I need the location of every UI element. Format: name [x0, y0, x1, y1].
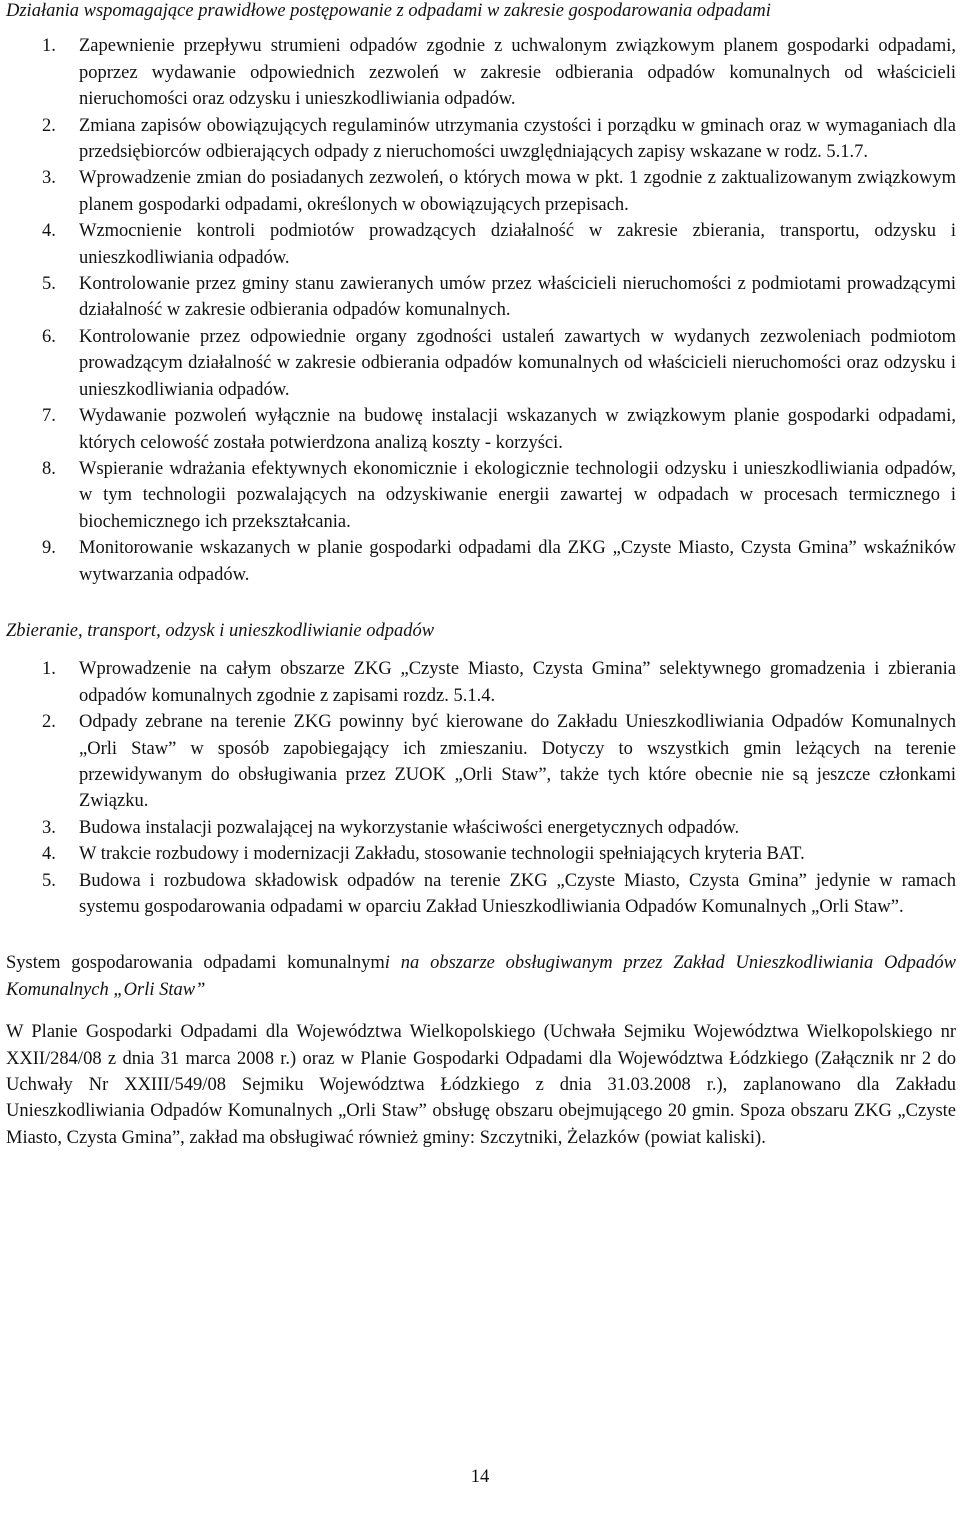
list-item	[6, 456, 956, 535]
list-item	[6, 841, 956, 867]
item-text: Wprowadzenie zmian do posiadanych zezwoleń, o których mowa w pkt. 1 zgodnie z zaktualizowanym związkowym planem gospodarki odpadami, określonych w obowiązujących przepisach.	[79, 168, 956, 215]
item-number: 3.	[42, 817, 56, 838]
item-number: 2.	[42, 712, 56, 733]
list-item	[6, 656, 956, 709]
list-item	[6, 165, 956, 218]
section-heading-system	[6, 950, 956, 1003]
item-text: Budowa i rozbudowa składowisk odpadów na terenie ZKG „Czyste Miasto, Czysta Gmina” jedynie w ramach systemu gospodarowania odpadami w oparciu Zakład Unieszkodliwiania Odpadów Komunalnych „Orli Staw”.	[79, 870, 956, 917]
item-text: Kontrolowanie przez gminy stanu zawieranych umów przez właścicieli nieruchomości z podmiotami prowadzącymi działalność w zakresie odbierania odpadów komunalnych.	[79, 274, 956, 321]
item-number: 3.	[42, 168, 56, 189]
item-text: Wzmocnienie kontroli podmiotów prowadzących działalność w zakresie zbierania, transportu, odzysku i unieszkodliwiania odpadów.	[79, 221, 956, 268]
item-text: Monitorowanie wskazanych w planie gospodarki odpadami dla ZKG „Czyste Miasto, Czysta Gmina” wskaźników wytwarzania odpadów.	[79, 538, 956, 585]
list-item	[6, 868, 956, 921]
item-number: 9.	[42, 538, 56, 559]
item-number: 8.	[42, 458, 56, 479]
list-item	[6, 535, 956, 588]
item-number: 2.	[42, 115, 56, 136]
item-text: Wspieranie wdrażania efektywnych ekonomicznie i ekologicznie technologii odzysku i unieszkodliwiania odpadów, w tym technologii pozwalających na odzyskiwanie energii zawartej w odpadach w procesach termicznego i biochemicznego ich przekształcania.	[79, 458, 956, 532]
list-item	[6, 113, 956, 166]
list-item	[6, 218, 956, 271]
section-heading-actions: Działania wspomagające prawidłowe postępowanie z odpadami w zakresie gospodarowania odpadami	[6, 1, 771, 21]
list-item	[6, 709, 956, 815]
item-number: 1.	[42, 659, 56, 680]
page-number: 14	[470, 1467, 490, 1487]
item-text: Wprowadzenie na całym obszarze ZKG „Czyste Miasto, Czysta Gmina” selektywnego gromadzenia i zbierania odpadów komunalnych zgodnie z zapisami rozdz. 5.1.4.	[79, 659, 956, 706]
item-text: Odpady zebrane na terenie ZKG powinny być kierowane do Zakładu Unieszkodliwiania Odpadów Komunalnych „Orli Staw” w sposób zapobiegający ich zmieszaniu. Dotyczy to wszystkich gmin leżących na terenie przewidywanym do obsługiwania przez ZUOK „Orli Staw”, także tych które obecnie nie są jeszcze członkami Związku.	[79, 712, 956, 812]
item-number: 7.	[42, 406, 56, 427]
item-text: W trakcie rozbudowy i modernizacji Zakładu, stosowanie technologii spełniających kryteria BAT.	[79, 844, 805, 865]
item-number: 4.	[42, 221, 56, 242]
item-number: 4.	[42, 844, 56, 865]
item-text: Budowa instalacji pozwalającej na wykorzystanie właściwości energetycznych odpadów.	[79, 817, 740, 838]
item-number: 1.	[42, 36, 56, 57]
heading-upright-part: System gospodarowania odpadami komunalnym	[6, 953, 385, 974]
list-item	[6, 33, 956, 112]
item-text: Kontrolowanie przez odpowiednie organy zgodności ustaleń zawartych w wydanych zezwoleniach podmiotom prowadzącym działalność w zakresie odbierania odpadów komunalnych od właścicieli nieruchomości oraz odzysku i unieszkodliwiania odpadów.	[79, 326, 956, 400]
item-number: 5.	[42, 870, 56, 891]
list-item	[6, 271, 956, 324]
heading-italic-part: i na obszarze obsługiwanym przez Zakład Unieszkodliwiania Odpadów Komunalnych „Orli Staw”	[6, 953, 956, 1000]
body-paragraph: W Planie Gospodarki Odpadami dla Województwa Wielkopolskiego (Uchwała Sejmiku Województwa Wielkopolskiego nr XXII/284/08 z dnia 31 marca 2008 r.) oraz w Planie Gospodarki Odpadami dla Województwa Łódzkiego (Załącznik nr 2 do Uchwały Nr XXIII/549/08 Sejmiku Województwa Łódzkiego z dnia 31.03.2008 r.), zaplanowano dla Zakładu Unieszkodliwiania Odpadów Komunalnych „Orli Staw” obsługę obszaru obejmującego 20 gmin. Spoza obszaru ZKG „Czyste Miasto, Czysta Gmina”, zakład ma obsługiwać również gminy: Szczytniki, Żelazków (powiat kaliski).	[6, 1022, 956, 1148]
list-item	[6, 403, 956, 456]
list-item	[6, 324, 956, 403]
item-text: Zmiana zapisów obowiązujących regulaminów utrzymania czystości i porządku w gminach oraz w wymaganiach dla przedsiębiorców odbierających odpady z nieruchomości uwzględniających zapisy wskazane w rodz. 5.1.7.	[79, 115, 956, 163]
item-text: Zapewnienie przepływu strumieni odpadów zgodnie z uchwalonym związkowym planem gospodarki odpadami, poprzez wydawanie odpowiednich zezwoleń w zakresie odbierania odpadów komunalnych od właścicieli nieruchomości oraz odzysku i unieszkodliwiania odpadów.	[79, 36, 956, 110]
item-number: 5.	[42, 274, 56, 295]
list-item	[6, 815, 956, 841]
section-heading-collection: Zbieranie, transport, odzysk i unieszkodliwianie odpadów	[6, 620, 435, 641]
actions-list	[6, 33, 956, 588]
item-number: 6.	[42, 326, 56, 347]
collection-list	[6, 656, 956, 920]
item-text: Wydawanie pozwoleń wyłącznie na budowę instalacji wskazanych w związkowym planie gospodarki odpadami, których celowość została potwierdzona analizą koszty - korzyści.	[79, 406, 956, 453]
